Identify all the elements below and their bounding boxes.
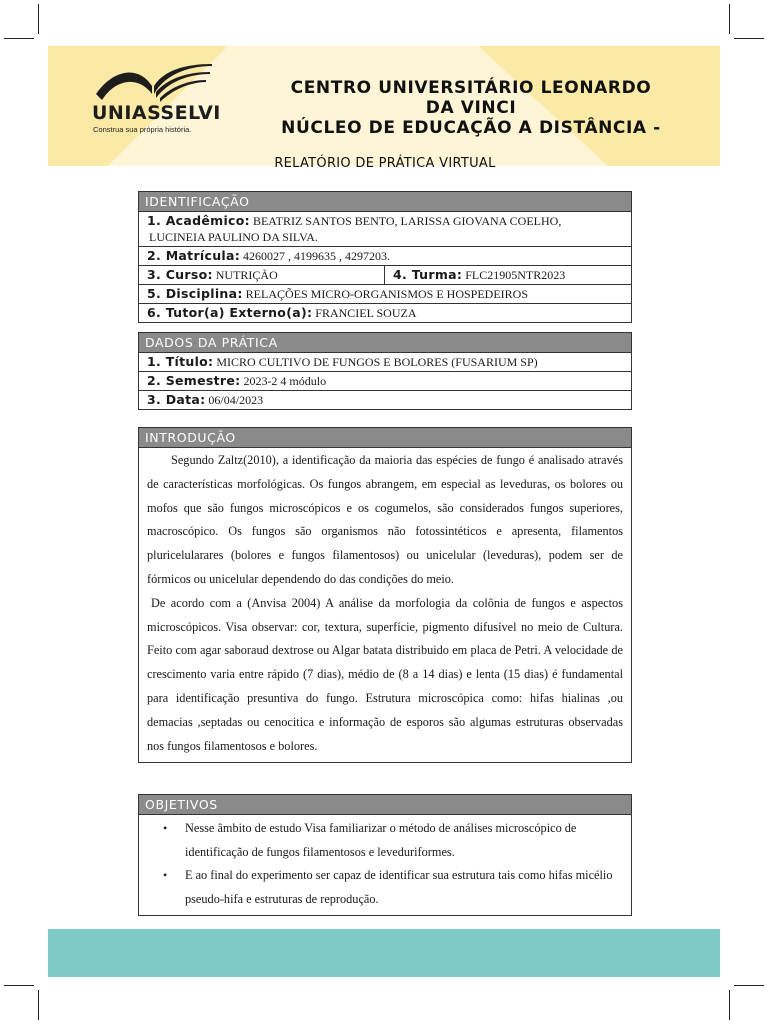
field-value: NUTRIÇÃO <box>215 268 278 282</box>
field-value: 06/04/2023 <box>208 393 264 407</box>
crop-mark <box>729 4 730 34</box>
matricula-row <box>139 246 631 265</box>
institution-line-2: DA VINCI <box>425 98 517 118</box>
section-heading: OBJETIVOS <box>139 795 631 815</box>
data-row <box>139 390 631 409</box>
logo-tagline: Construa sua própria história. <box>93 125 192 134</box>
footer-band <box>48 929 720 977</box>
introducao-section <box>138 427 632 763</box>
institution-line-3: NÚCLEO DE EDUCAÇÃO A DISTÂNCIA - <box>281 118 661 138</box>
field-label: 2. Semestre: <box>147 373 241 388</box>
field-label: 6. Tutor(a) Externo(a): <box>147 305 313 320</box>
crop-mark <box>4 38 34 39</box>
field-label: 3. Curso: <box>147 267 213 282</box>
field-label: 4. Turma: <box>393 267 463 282</box>
field-label: 2. Matrícula: <box>147 248 241 263</box>
turma-cell <box>385 266 573 284</box>
crop-mark <box>734 985 764 986</box>
identificacao-section <box>138 191 632 323</box>
dados-section <box>138 332 632 410</box>
disciplina-row <box>139 284 631 303</box>
curso-turma-row <box>139 265 631 284</box>
crop-mark <box>4 985 34 986</box>
tutor-row <box>139 303 631 322</box>
book-wings-icon <box>94 64 214 104</box>
field-label: 3. Data: <box>147 392 206 407</box>
logo-wordmark: UNIASSELVI <box>92 102 221 124</box>
crop-mark <box>729 990 730 1020</box>
field-value: MICRO CULTIVO DE FUNGOS E BOLORES (FUSARIUM SP) <box>216 355 538 369</box>
institution-title <box>236 78 706 138</box>
section-heading: INTRODUÇÃO <box>139 428 631 448</box>
introducao-body <box>139 448 631 762</box>
field-value: LUCINEIA PAULINO DA SILVA. <box>149 230 318 244</box>
curso-cell <box>139 266 385 284</box>
crop-mark <box>734 38 764 39</box>
semestre-row <box>139 371 631 390</box>
field-label: 1. Título: <box>147 354 214 369</box>
academico-row <box>139 212 631 246</box>
crop-mark <box>38 4 39 34</box>
crop-mark <box>38 990 39 1020</box>
field-label: 1. Acadêmico: <box>147 213 250 228</box>
paragraph: Segundo Zaltz(2010), a identificação da maioria das espécies de fungo é analisado através de características morfológicas. Os fungos abrangem, em especial as leveduras, os bolores ou mofos que são fungos microscópicos e os cogumelos, são considerados fungos superiores, macroscópico. Os fungos são organismos não fotossintéticos e apresenta, filamentos pluricelularares (bolores e fungos filamentosos) ou unicelular (leveduras), podem ser de fórmicos ou unicelular dependendo do das condições do meio. <box>147 453 623 586</box>
objetivos-list <box>139 815 631 915</box>
field-value: 4260027 , 4199635 , 4297203. <box>243 249 391 263</box>
objetivos-section <box>138 794 632 916</box>
field-value: BEATRIZ SANTOS BENTO, LARISSA GIOVANA COELHO, <box>252 214 562 228</box>
field-value: FLC21905NTR2023 <box>465 268 566 282</box>
titulo-row <box>139 353 631 371</box>
institution-line-1: CENTRO UNIVERSITÁRIO LEONARDO <box>290 78 652 98</box>
field-value: 2023-2 4 módulo <box>243 374 327 388</box>
field-value: RELAÇÕES MICRO-ORGANISMOS E HOSPEDEIROS <box>245 287 529 301</box>
list-item: • Nesse âmbito de estudo Visa familiarizar o método de análises microscópico de identificação de fungos filamentosos e leveduriformes. <box>163 817 623 864</box>
paragraph: De acordo com a (Anvisa 2004) A análise da morfologia da colônia de fungos e aspectos microscópicos. Visa observar: cor, textura, superfície, pigmento difusível no meio de Cultura. Feito com agar saboraud dextrose ou Algar batata distribuido em placa de Petri. A velocidade de crescimento varia entre rápido (7 dias), médio de (8 a 14 dias) e lenta (15 dias) é fundamental para identificação presuntiva do fungo. Estrutura microscópica como: hifas hialinas ,ou demacias ,septadas ou cenocitica e informação de esporos são algumas estruturas observadas nos fungos filamentosos e bolores. <box>147 595 623 753</box>
report-title: RELATÓRIO DE PRÁTICA VIRTUAL <box>274 156 496 171</box>
section-heading: DADOS DA PRÁTICA <box>139 333 631 353</box>
uniasselvi-logo <box>92 62 222 140</box>
section-heading: IDENTIFICAÇÃO <box>139 192 631 212</box>
field-value: FRANCIEL SOUZA <box>315 306 417 320</box>
list-item: • E ao final do experimento ser capaz de identificar sua estrutura tais como hifas micélio pseudo-hifa e estruturas de reprodução. <box>163 864 623 911</box>
field-label: 5. Disciplina: <box>147 286 243 301</box>
